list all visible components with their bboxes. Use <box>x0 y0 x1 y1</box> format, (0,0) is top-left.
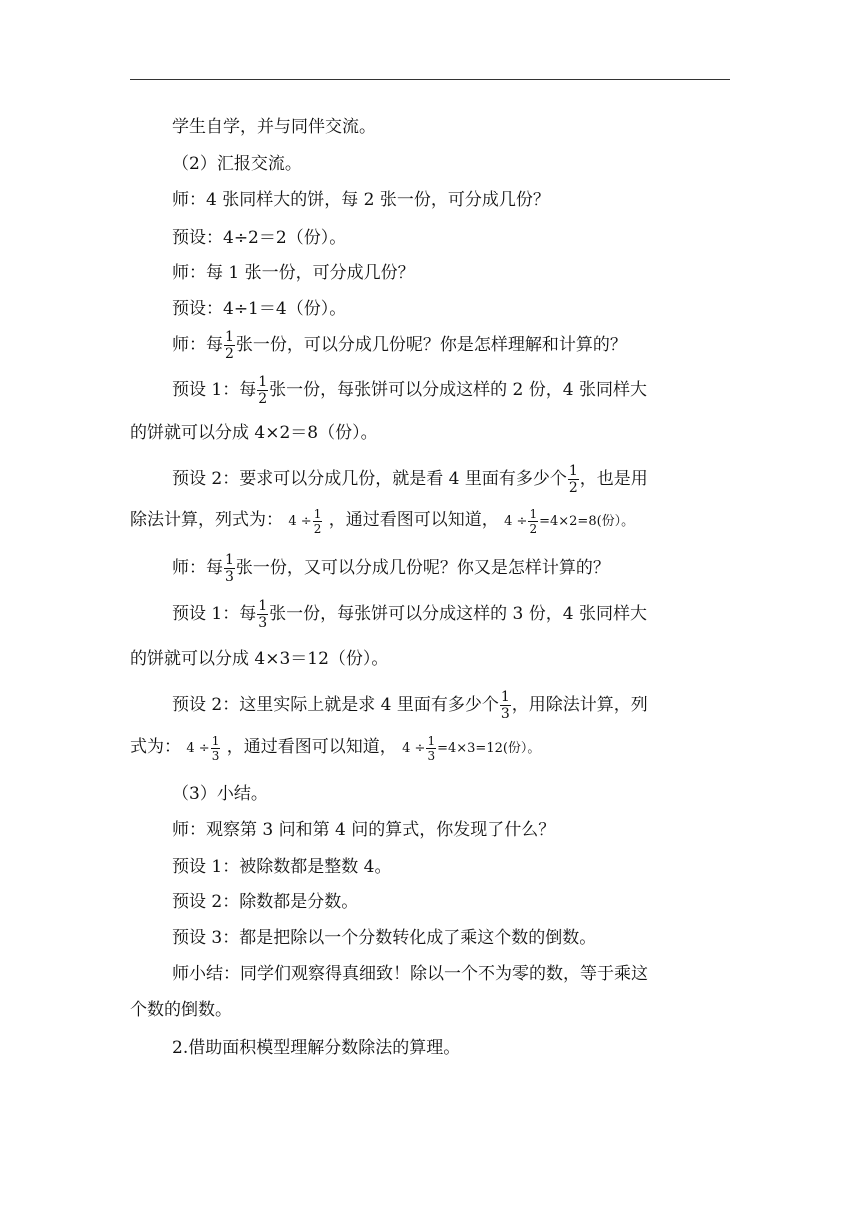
paragraph-line: 个数的倒数。 <box>130 1000 232 1020</box>
paragraph-line: 预设：4÷1＝4（份）。 <box>172 299 347 319</box>
paragraph-line: 预设 3：都是把除以一个分数转化成了乘这个数的倒数。 <box>172 928 597 948</box>
paragraph-line: 师：每 1 张一份，可分成几份？ <box>172 263 415 283</box>
paragraph-line: 式为： 4 ÷ $\frac{1}{3}$ ，通过看图可以知道， 4 ÷ $\frac{1}{3}$ =4×3=12(份）。 <box>130 734 541 763</box>
fraction: $\frac{1}{2}$ <box>568 463 578 496</box>
formula: 4 ÷ $\frac{1}{2}$ <box>288 507 322 536</box>
paragraph-line: 除法计算，列式为： 4 ÷ $\frac{1}{2}$ ，通过看图可以知道， 4 ÷ $\frac{1}{2}$ =4×2=8(份）。 <box>130 507 635 536</box>
paragraph-line: 预设 1：每 $\frac{1}{3}$ 张一份，每张饼可以分成这样的 3 份，4 张同样大 <box>172 598 647 631</box>
paragraph-line: 预设 1：被除数都是整数 4。 <box>172 857 392 877</box>
formula: 4 ÷ $\frac{1}{2}$ =4×2=8(份）。 <box>504 507 635 536</box>
paragraph-line: 师小结：同学们观察得真细致！除以一个不为零的数，等于乘这 <box>172 964 648 984</box>
formula: 4 ÷ $\frac{1}{3}$ <box>186 734 220 763</box>
fraction: $\frac{1}{2}$ <box>225 329 234 362</box>
paragraph-line: 预设 1：每 $\frac{1}{2}$ 张一份，每张饼可以分成这样的 2 份，4 张同样大 <box>172 374 647 407</box>
fraction: $\frac{1}{3}$ <box>258 598 268 631</box>
paragraph-line: 师：每 $\frac{1}{2}$ 张一份，可以分成几份呢？你是怎样理解和计算的？ <box>172 329 627 362</box>
fraction: $\frac{1}{3}$ <box>225 552 234 585</box>
paragraph-line: 的饼就可以分成 4×3＝12（份）。 <box>130 649 389 669</box>
fraction: $\frac{1}{3}$ <box>500 689 510 722</box>
paragraph-line: 师：4 张同样大的饼，每 2 张一份，可分成几份？ <box>172 190 550 210</box>
section-heading: （3）小结。 <box>172 784 268 804</box>
paragraph-line: 师：每 $\frac{1}{3}$ 张一份，又可以分成几份呢？你又是怎样计算的？ <box>172 552 610 585</box>
paragraph-line: 预设 2：这里实际上就是求 4 里面有多少个 $\frac{1}{3}$ ，用除法计算，列 <box>172 689 648 722</box>
paragraph-line: 预设：4÷2＝2（份）。 <box>172 228 347 248</box>
paragraph-line: 的饼就可以分成 4×2＝8（份）。 <box>130 423 378 443</box>
paragraph-line: 学生自学，并与同伴交流。 <box>172 117 376 137</box>
fraction: $\frac{1}{2}$ <box>258 374 268 407</box>
paragraph-line: 师：观察第 3 问和第 4 问的算式，你发现了什么？ <box>172 820 556 840</box>
header-rule <box>130 79 730 80</box>
section-heading: （2）汇报交流。 <box>172 154 302 174</box>
paragraph-line: 预设 2：要求可以分成几份，就是看 4 里面有多少个 $\frac{1}{2}$ ，也是用 <box>172 463 648 496</box>
formula: 4 ÷ $\frac{1}{3}$ =4×3=12(份）。 <box>402 734 541 763</box>
section-heading: 2.借助面积模型理解分数除法的算理。 <box>172 1038 461 1058</box>
paragraph-line: 预设 2：除数都是分数。 <box>172 892 359 912</box>
